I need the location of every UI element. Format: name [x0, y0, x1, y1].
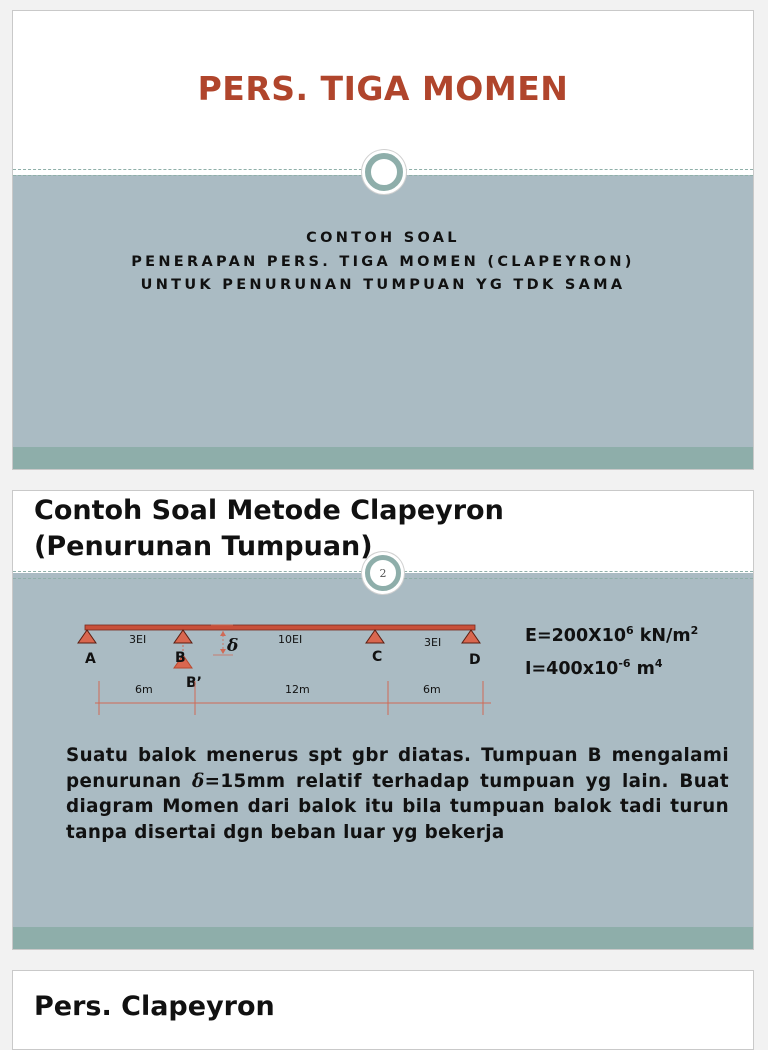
support-label: D — [469, 652, 481, 668]
inertia-line: $I=400x10^{-6}$ $m^4$ — [525, 657, 663, 679]
slide-1 — [12, 10, 754, 470]
support-c-icon — [366, 630, 384, 643]
material-properties — [525, 617, 698, 683]
span-label: 6m — [423, 683, 441, 696]
subtitle-line: PENERAPAN PERS. TIGA MOMEN (CLAPEYRON) — [131, 253, 635, 270]
footer-band — [13, 927, 753, 949]
title-line-2: (Penurunan Tumpuan) — [34, 531, 373, 562]
support-b-icon — [174, 630, 192, 643]
slide-2-title — [34, 493, 504, 565]
span-label: 12m — [285, 683, 310, 696]
support-label: A — [85, 651, 96, 667]
slide-1-title: PERS. TIGA MOMEN — [197, 69, 569, 108]
span-label: 6m — [135, 683, 153, 696]
beam-icon — [85, 625, 475, 630]
footer-band — [13, 447, 753, 469]
support-d-icon — [462, 630, 480, 643]
beam-diagram — [73, 609, 503, 721]
support-a-icon — [78, 630, 96, 643]
stiffness-label: 10EI — [278, 633, 303, 646]
support-label: B — [175, 650, 186, 666]
slide-2 — [12, 490, 754, 950]
support-label: C — [372, 649, 383, 665]
stiffness-label: 3EI — [129, 633, 147, 646]
page-number: 2 — [379, 566, 387, 580]
title-line-1: Contoh Soal Metode Clapeyron — [34, 495, 504, 526]
circle-ornament-icon — [365, 153, 403, 191]
delta-symbol: δ — [192, 770, 205, 792]
delta-label: δ — [227, 636, 239, 656]
slide-1-subtitle — [13, 227, 753, 298]
arrow-up-icon — [220, 631, 226, 636]
subtitle-line: CONTOH SOAL — [306, 230, 460, 246]
slide-3 — [12, 970, 754, 1050]
settled-support-label: B’ — [186, 675, 202, 691]
modulus-line: $E=200X10^6$ $kN/m^2$ — [525, 624, 699, 646]
subtitle-line: UNTUK PENURUNAN TUMPUAN YG TDK SAMA — [140, 277, 626, 293]
arrow-down-icon — [220, 649, 226, 654]
slide-1-header — [13, 11, 753, 175]
stiffness-label: 3EI — [424, 636, 442, 649]
problem-statement: Suatu balok menerus spt gbr diatas. Tumpuan B mengalami penurunan δ=15mm relatif terhadap tumpuan yg lain. Buat diagram Momen dari balok itu bila tumpuan balok tadi turun tanpa disertai dgn beban luar yg bekerja — [66, 745, 729, 843]
slide-3-title: Pers. Clapeyron — [34, 991, 275, 1022]
page-number-badge — [365, 555, 401, 591]
